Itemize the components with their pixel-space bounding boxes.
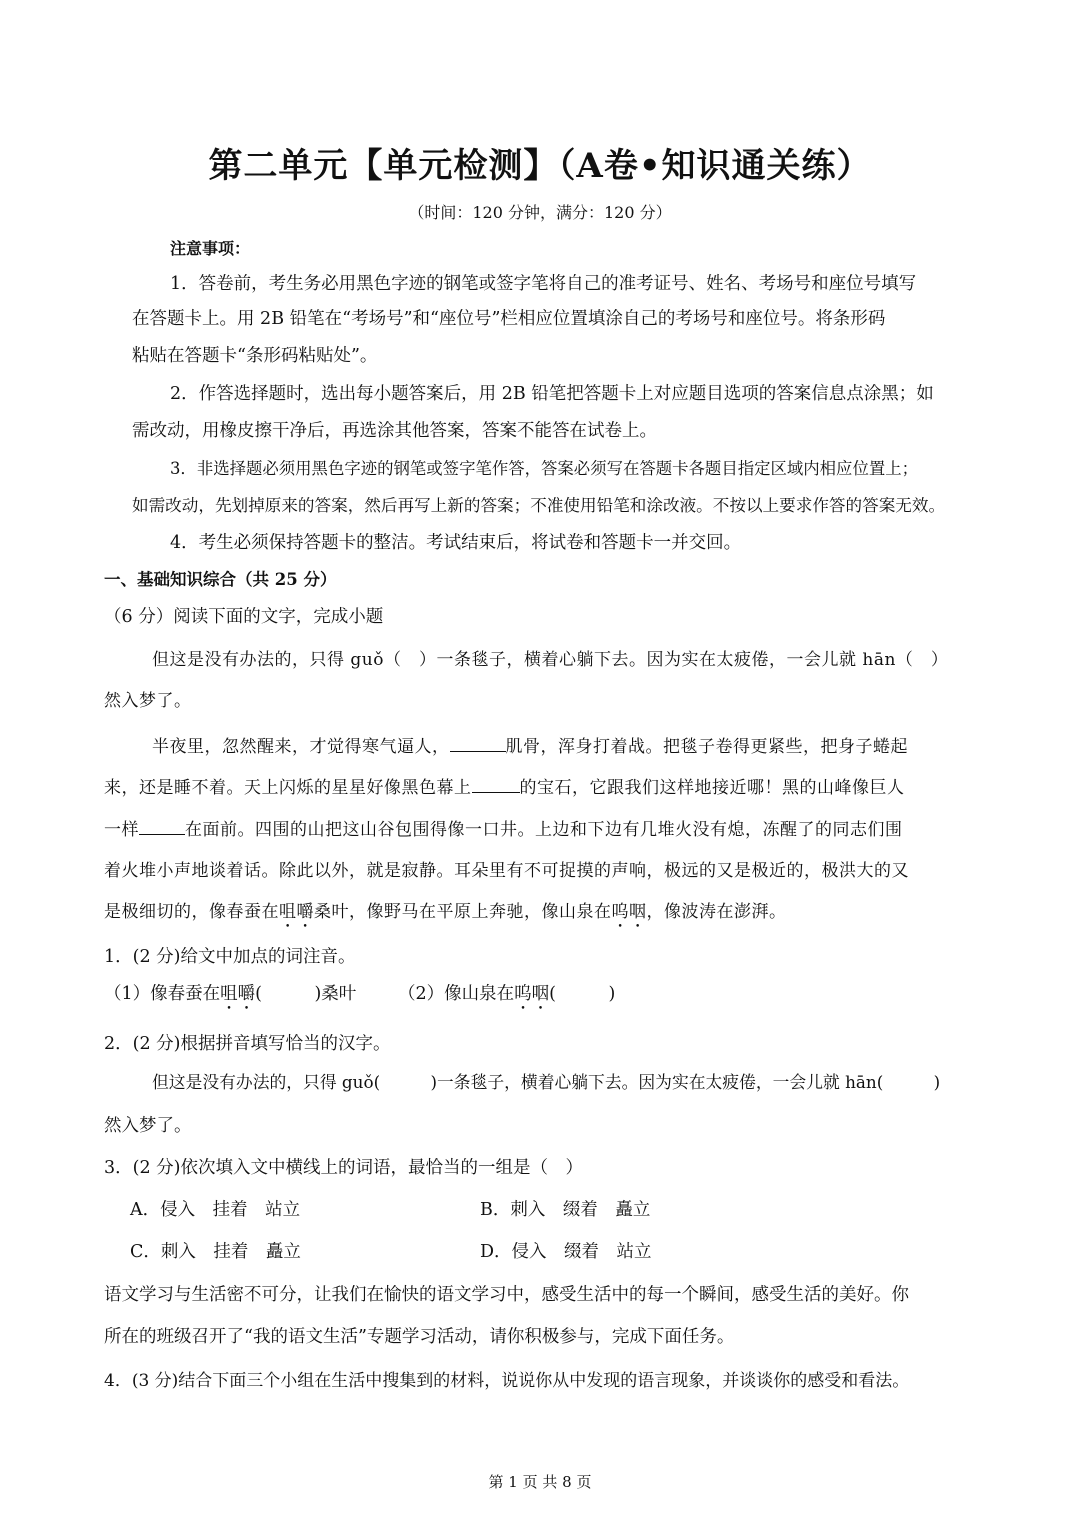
notice-line-1: 1．答卷前，考生务必用黑色字迹的钢笔或签字笔将自己的准考证号、姓名、考场号和座位号填写 — [170, 274, 917, 294]
activity-paragraph-line-1: 语文学习与生活密不可分，让我们在愉快的语文学习中，感受生活中的每一个瞬间，感受生活的美好。你 — [104, 1285, 909, 1305]
notice-line-8: 4．考生必须保持答题卡的整洁。考试结束后，将试卷和答题卡一并交回。 — [170, 533, 742, 553]
passage-paragraph-1: 但这是没有办法的，只得 guǒ（ ）一条毯子，横着心躺下去。因为实在太疲倦，一会儿就 hān（ ） — [152, 650, 949, 670]
passage-paragraph-1-end: 然入梦了。 — [104, 691, 192, 711]
passage-line-4: 着火堆小声地谈着话。除此以外，就是寂静。耳朵里有不可捉摸的声响，极远的又是极近的，极洪大的又 — [104, 861, 909, 881]
question-3-stem: 3．(2 分)依次填入文中横线上的词语，最恰当的一组是（ ） — [104, 1158, 583, 1178]
question-1-stem: 1．(2 分)给文中加点的词注音。 — [104, 947, 356, 967]
fill-blank-1[interactable] — [450, 733, 506, 752]
question-2-line-2: 然入梦了。 — [104, 1116, 192, 1136]
fill-blank-3[interactable] — [139, 816, 185, 835]
passage-line-2: 来，还是睡不着。天上闪烁的星星好像黑色幕上 的宝石，它跟我们这样地接近哪！黑的山峰像巨人 — [104, 773, 905, 798]
question-1-answer-1[interactable]: （1）像春蚕在咀嚼( )桑叶 — [104, 984, 357, 1004]
question-1-answer-2[interactable]: （2）像山泉在呜咽( ) — [398, 984, 616, 1004]
notice-line-6: 3．非选择题必须用黑色字迹的钢笔或签字笔作答，答案必须写在答题卡各题目指定区域内相应位置上； — [170, 459, 919, 478]
option-a[interactable]: A．侵入 挂着 站立 — [130, 1200, 301, 1220]
passage-line-1: 半夜里，忽然醒来，才觉得寒气逼人， 肌骨，浑身打着战。把毯子卷得更紧些，把身子蜷起 — [152, 732, 908, 757]
passage-line-3: 一样 在面前。四围的山把这山谷包围得像一口井。上边和下边有几堆火没有熄，冻醒了的同志们围 — [104, 815, 903, 840]
passage-line-5: 是极细切的，像春蚕在咀嚼桑叶，像野马在平原上奔驰，像山泉在呜咽，像波涛在澎湃。 — [104, 902, 787, 922]
notice-line-7: 如需改动，先划掉原来的答案，然后再写上新的答案；不准使用铅笔和涂改液。不按以上要求作答的答案无效。 — [132, 496, 946, 515]
page-footer: 第 1 页 共 8 页 — [488, 1473, 592, 1491]
page-title: 第二单元【单元检测】（A卷•知识通关练） — [208, 146, 872, 186]
notice-line-2: 在答题卡上。用 2B 铅笔在“考场号”和“座位号”栏相应位置填涂自己的考场号和座位号。将条形码 — [132, 309, 886, 329]
section-heading: 一、基础知识综合（共 25 分） — [104, 570, 337, 589]
question-2-stem: 2．(2 分)根据拼音填写恰当的汉字。 — [104, 1034, 391, 1054]
notice-heading: 注意事项： — [170, 239, 251, 258]
reading-intro: （6 分）阅读下面的文字，完成小题 — [104, 607, 384, 627]
option-c[interactable]: C．刺入 挂着 矗立 — [130, 1242, 301, 1262]
activity-paragraph-line-2: 所在的班级召开了“我的语文生活”专题学习活动，请你积极参与，完成下面任务。 — [104, 1327, 735, 1347]
fill-blank-2[interactable] — [472, 774, 520, 793]
question-4-stem: 4．(3 分)结合下面三个小组在生活中搜集到的材料，说说你从中发现的语言现象，并谈谈你的感受和看法。 — [104, 1371, 910, 1391]
option-b[interactable]: B．刺入 缀着 矗立 — [480, 1200, 651, 1220]
notice-line-4: 2．作答选择题时，选出每小题答案后，用 2B 铅笔把答题卡上对应题目选项的答案信息点涂黑；如 — [170, 384, 934, 404]
exam-time-score: （时间：120 分钟，满分：120 分） — [408, 203, 672, 222]
option-d[interactable]: D．侵入 缀着 站立 — [480, 1242, 652, 1262]
notice-line-5: 需改动，用橡皮擦干净后，再选涂其他答案，答案不能答在试卷上。 — [132, 421, 657, 441]
question-2-line-1[interactable]: 但这是没有办法的，只得 guǒ( )一条毯子，横着心躺下去。因为实在太疲倦，一会儿就 hān( ) — [152, 1072, 941, 1092]
notice-line-3: 粘贴在答题卡“条形码粘贴处”。 — [132, 346, 378, 366]
